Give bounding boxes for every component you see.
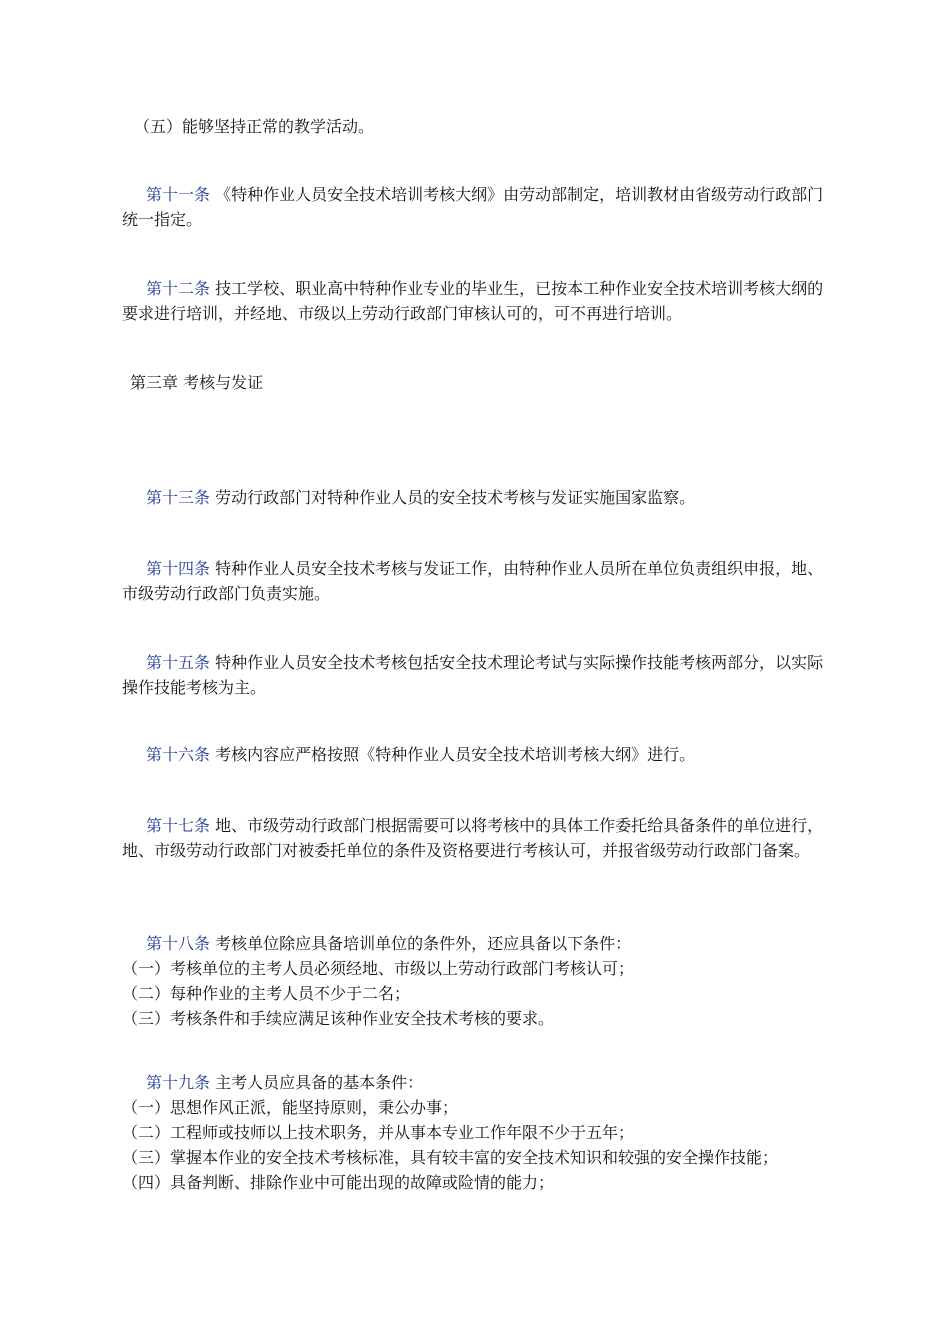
- article-paragraph: [122, 1070, 828, 1195]
- article-paragraph: [122, 650, 828, 700]
- list-item: （四）具备判断、排除作业中可能出现的故障或险情的能力；: [122, 1173, 555, 1192]
- article-text: 特种作业人员安全技术考核与发证工作，由特种作业人员所在单位负责组织申报，地、市级劳动行政部门负责实施。: [122, 559, 824, 603]
- article-number: 第十四条: [146, 559, 211, 578]
- article-paragraph: [122, 485, 828, 510]
- article-text: 特种作业人员安全技术考核包括安全技术理论考试与实际操作技能考核两部分，以实际操作技能考核为主。: [122, 653, 824, 697]
- article-paragraph: [122, 813, 828, 863]
- article-number: 第十八条: [146, 934, 211, 953]
- article-paragraph: [122, 556, 828, 606]
- article-number: 第十三条: [146, 488, 211, 507]
- list-item: （五）能够坚持正常的教学活动。: [134, 117, 375, 136]
- article-paragraph: [122, 742, 828, 767]
- article-text: 主考人员应具备的基本条件：: [210, 1073, 424, 1092]
- article-paragraph: [122, 276, 828, 326]
- list-item: （一）思想作风正派，能坚持原则，秉公办事；: [122, 1098, 459, 1117]
- article-text: 考核内容应严格按照《特种作业人员安全技术培训考核大纲》进行。: [210, 745, 696, 764]
- article-text: 考核单位除应具备培训单位的条件外，还应具备以下条件：: [210, 934, 632, 953]
- article-number: 第十七条: [146, 816, 211, 835]
- article-number: 第十五条: [146, 653, 211, 672]
- article-number: 第十一条: [146, 185, 211, 204]
- chapter-heading: 第三章 考核与发证: [130, 373, 264, 392]
- list-item: （三）掌握本作业的安全技术考核标准，具有较丰富的安全技术知识和较强的安全操作技能；: [122, 1148, 779, 1167]
- list-item: （二）每种作业的主考人员不少于二名；: [122, 984, 411, 1003]
- article-text: 《特种作业人员安全技术培训考核大纲》由劳动部制定，培训教材由省级劳动行政部门统一指定。: [122, 185, 824, 229]
- article-number: 第十六条: [146, 745, 211, 764]
- article-number: 第十二条: [146, 279, 211, 298]
- list-item: （三）考核条件和手续应满足该种作业安全技术考核的要求。: [122, 1009, 555, 1028]
- article-paragraph: [122, 182, 828, 232]
- list-item: （一）考核单位的主考人员必须经地、市级以上劳动行政部门考核认可；: [122, 959, 635, 978]
- article-text: 劳动行政部门对特种作业人员的安全技术考核与发证实施国家监察。: [210, 488, 696, 507]
- article-text: 技工学校、职业高中特种作业专业的毕业生，已按本工种作业安全技术培训考核大纲的要求进行培训，并经地、市级以上劳动行政部门审核认可的，可不再进行培训。: [122, 279, 824, 323]
- article-number: 第十九条: [146, 1073, 211, 1092]
- article-paragraph: [122, 931, 828, 1031]
- article-text: 地、市级劳动行政部门根据需要可以将考核中的具体工作委托给具备条件的单位进行，地、市级劳动行政部门对被委托单位的条件及资格要进行考核认可，并报省级劳动行政部门备案。: [122, 816, 824, 860]
- list-item: （二）工程师或技师以上技术职务，并从事本专业工作年限不少于五年；: [122, 1123, 635, 1142]
